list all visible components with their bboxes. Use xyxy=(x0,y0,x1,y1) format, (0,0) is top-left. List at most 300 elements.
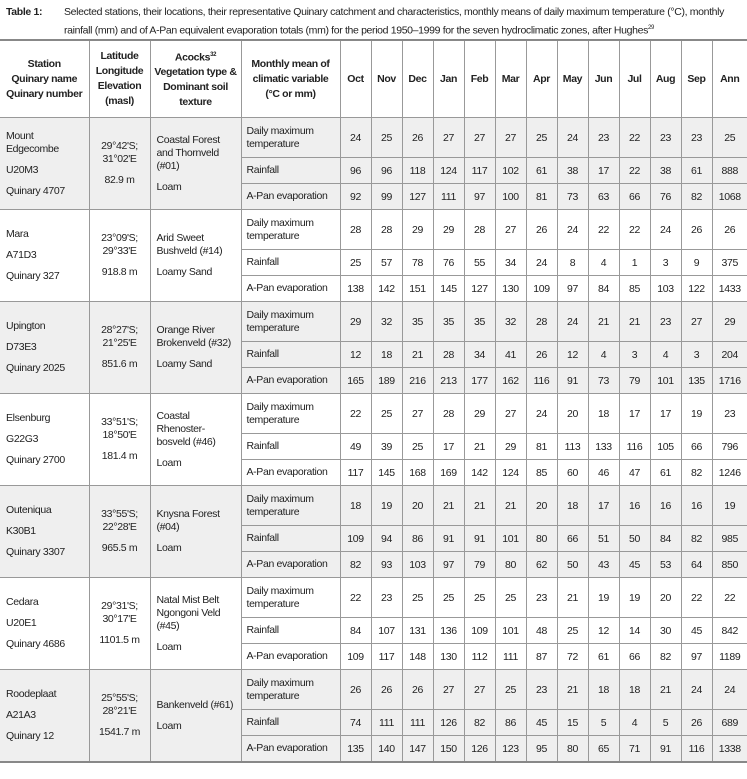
value-cell: 97 xyxy=(433,552,464,578)
latitude: 28°27'S; xyxy=(101,324,138,336)
quinary-name: U20E1 xyxy=(6,617,37,629)
longitude: 21°25'E xyxy=(102,337,137,349)
value-cell: 213 xyxy=(433,368,464,394)
station-cell xyxy=(0,578,89,670)
value-cell: 102 xyxy=(495,158,526,184)
table-row xyxy=(0,302,747,342)
value-cell: 45 xyxy=(681,618,712,644)
value-cell: 71 xyxy=(619,736,650,763)
value-cell: 80 xyxy=(557,736,588,763)
value-cell: 23 xyxy=(588,118,619,158)
value-cell: 27 xyxy=(402,394,433,434)
value-cell: 85 xyxy=(619,276,650,302)
station-name: Mara xyxy=(6,228,29,240)
value-cell: 96 xyxy=(371,158,402,184)
soil-texture: Loam xyxy=(156,640,182,653)
value-cell: 20 xyxy=(557,394,588,434)
value-cell: 45 xyxy=(619,552,650,578)
header-month-sep: Sep xyxy=(681,40,712,118)
value-cell: 22 xyxy=(619,158,650,184)
station-name: Upington xyxy=(6,320,46,332)
value-cell: 63 xyxy=(588,184,619,210)
value-cell: 92 xyxy=(340,184,371,210)
value-cell: 850 xyxy=(712,552,747,578)
quinary-name: G22G3 xyxy=(6,433,39,445)
vegetation-cell xyxy=(150,670,241,763)
value-cell: 23 xyxy=(371,578,402,618)
variable-label: Rainfall xyxy=(241,342,340,368)
header-month-oct: Oct xyxy=(340,40,371,118)
value-cell: 111 xyxy=(433,184,464,210)
soil-texture: Loamy Sand xyxy=(156,358,212,370)
value-cell: 82 xyxy=(681,526,712,552)
value-cell: 118 xyxy=(402,158,433,184)
value-cell: 39 xyxy=(371,434,402,460)
value-cell: 24 xyxy=(557,118,588,158)
value-cell: 111 xyxy=(495,644,526,670)
value-cell: 24 xyxy=(557,302,588,342)
value-cell: 64 xyxy=(681,552,712,578)
location-cell xyxy=(89,210,150,302)
value-cell: 112 xyxy=(464,644,495,670)
latitude: 33°51'S; xyxy=(101,416,138,428)
value-cell: 842 xyxy=(712,618,747,644)
value-cell: 109 xyxy=(340,526,371,552)
value-cell: 25 xyxy=(402,434,433,460)
value-cell: 76 xyxy=(650,184,681,210)
value-cell: 81 xyxy=(526,184,557,210)
value-cell: 35 xyxy=(464,302,495,342)
table-row xyxy=(0,210,747,250)
value-cell: 165 xyxy=(340,368,371,394)
header-month-jul: Jul xyxy=(619,40,650,118)
value-cell: 66 xyxy=(619,184,650,210)
value-cell: 17 xyxy=(588,486,619,526)
value-cell: 117 xyxy=(340,460,371,486)
value-cell: 62 xyxy=(526,552,557,578)
value-cell: 34 xyxy=(495,250,526,276)
value-cell: 55 xyxy=(464,250,495,276)
value-cell: 47 xyxy=(619,460,650,486)
variable-label: Rainfall xyxy=(241,250,340,276)
variable-label: A-Pan evaporation xyxy=(241,276,340,302)
vegetation-cell xyxy=(150,118,241,210)
value-cell: 22 xyxy=(340,394,371,434)
value-cell: 22 xyxy=(588,210,619,250)
value-cell: 796 xyxy=(712,434,747,460)
value-cell: 82 xyxy=(681,184,712,210)
value-cell: 101 xyxy=(495,526,526,552)
variable-label: Rainfall xyxy=(241,158,340,184)
value-cell: 142 xyxy=(464,460,495,486)
value-cell: 84 xyxy=(650,526,681,552)
value-cell: 26 xyxy=(402,118,433,158)
location-cell xyxy=(89,670,150,763)
soil-texture: Loam xyxy=(156,719,182,732)
value-cell: 145 xyxy=(433,276,464,302)
value-cell: 133 xyxy=(588,434,619,460)
value-cell: 25 xyxy=(371,118,402,158)
value-cell: 30 xyxy=(650,618,681,644)
value-cell: 26 xyxy=(526,342,557,368)
value-cell: 61 xyxy=(681,158,712,184)
value-cell: 150 xyxy=(433,736,464,763)
value-cell: 27 xyxy=(433,670,464,710)
value-cell: 1338 xyxy=(712,736,747,763)
value-cell: 985 xyxy=(712,526,747,552)
variable-label: A-Pan evaporation xyxy=(241,368,340,394)
value-cell: 20 xyxy=(402,486,433,526)
value-cell: 117 xyxy=(464,158,495,184)
header-station: Station Quinary name Quinary number xyxy=(0,40,89,118)
location-cell xyxy=(89,486,150,578)
table-row xyxy=(0,670,747,710)
value-cell: 26 xyxy=(681,210,712,250)
station-name: Elsenburg xyxy=(6,412,51,424)
value-cell: 12 xyxy=(340,342,371,368)
value-cell: 27 xyxy=(681,302,712,342)
header-month-aug: Aug xyxy=(650,40,681,118)
station-name: Mount Edgecombe xyxy=(6,129,59,155)
value-cell: 32 xyxy=(371,302,402,342)
variable-label: Rainfall xyxy=(241,434,340,460)
value-cell: 66 xyxy=(619,644,650,670)
value-cell: 91 xyxy=(464,526,495,552)
value-cell: 22 xyxy=(340,578,371,618)
value-cell: 22 xyxy=(619,118,650,158)
value-cell: 85 xyxy=(526,460,557,486)
header-month-mar: Mar xyxy=(495,40,526,118)
value-cell: 21 xyxy=(464,434,495,460)
value-cell: 50 xyxy=(619,526,650,552)
value-cell: 136 xyxy=(433,618,464,644)
value-cell: 73 xyxy=(588,368,619,394)
value-cell: 82 xyxy=(340,552,371,578)
value-cell: 27 xyxy=(495,394,526,434)
value-cell: 73 xyxy=(557,184,588,210)
value-cell: 82 xyxy=(681,460,712,486)
value-cell: 25 xyxy=(526,118,557,158)
value-cell: 19 xyxy=(371,486,402,526)
elevation: 1541.7 m xyxy=(99,726,140,738)
value-cell: 148 xyxy=(402,644,433,670)
variable-label: Rainfall xyxy=(241,710,340,736)
elevation: 82.9 m xyxy=(104,174,135,186)
value-cell: 82 xyxy=(650,644,681,670)
value-cell: 3 xyxy=(681,342,712,368)
value-cell: 21 xyxy=(495,486,526,526)
value-cell: 24 xyxy=(681,670,712,710)
value-cell: 3 xyxy=(619,342,650,368)
longitude: 29°33'E xyxy=(102,245,137,257)
value-cell: 1716 xyxy=(712,368,747,394)
value-cell: 135 xyxy=(340,736,371,763)
caption-text: Selected stations, their locations, their representative Quinary catchment and characteristics, monthly means of daily maximum temperature (°C), monthly rainfall (mm) and of A-Pan equivalent evaporation totals (mm) for the period 1950–1999 for the seven hydroclimatic zones, after Hughes xyxy=(64,6,725,37)
value-cell: 97 xyxy=(557,276,588,302)
value-cell: 28 xyxy=(526,302,557,342)
value-cell: 24 xyxy=(340,118,371,158)
value-cell: 18 xyxy=(340,486,371,526)
value-cell: 76 xyxy=(433,250,464,276)
variable-label: A-Pan evaporation xyxy=(241,460,340,486)
value-cell: 29 xyxy=(340,302,371,342)
header-month-may: May xyxy=(557,40,588,118)
value-cell: 26 xyxy=(712,210,747,250)
station-name: Roodeplaat xyxy=(6,688,57,700)
variable-label: Rainfall xyxy=(241,618,340,644)
value-cell: 14 xyxy=(619,618,650,644)
quinary-number: Quinary 4707 xyxy=(6,184,65,197)
value-cell: 95 xyxy=(526,736,557,763)
value-cell: 28 xyxy=(433,394,464,434)
value-cell: 103 xyxy=(402,552,433,578)
latitude: 33°55'S; xyxy=(101,508,138,520)
value-cell: 23 xyxy=(650,118,681,158)
value-cell: 27 xyxy=(464,118,495,158)
value-cell: 135 xyxy=(681,368,712,394)
value-cell: 91 xyxy=(433,526,464,552)
value-cell: 93 xyxy=(371,552,402,578)
value-cell: 17 xyxy=(588,158,619,184)
value-cell: 66 xyxy=(557,526,588,552)
value-cell: 126 xyxy=(464,736,495,763)
elevation: 965.5 m xyxy=(101,542,138,554)
value-cell: 123 xyxy=(495,736,526,763)
value-cell: 29 xyxy=(495,434,526,460)
variable-label: A-Pan evaporation xyxy=(241,644,340,670)
location-cell xyxy=(89,302,150,394)
value-cell: 28 xyxy=(340,210,371,250)
value-cell: 29 xyxy=(712,302,747,342)
header-month-ann: Ann xyxy=(712,40,747,118)
value-cell: 25 xyxy=(340,250,371,276)
value-cell: 97 xyxy=(464,184,495,210)
value-cell: 142 xyxy=(371,276,402,302)
latitude: 29°42'S; xyxy=(101,140,138,152)
value-cell: 43 xyxy=(588,552,619,578)
elevation: 1101.5 m xyxy=(99,634,140,646)
value-cell: 28 xyxy=(464,210,495,250)
value-cell: 16 xyxy=(619,486,650,526)
value-cell: 32 xyxy=(495,302,526,342)
station-cell xyxy=(0,394,89,486)
value-cell: 21 xyxy=(464,486,495,526)
value-cell: 24 xyxy=(712,670,747,710)
longitude: 28°21'E xyxy=(102,705,137,717)
value-cell: 65 xyxy=(588,736,619,763)
value-cell: 72 xyxy=(557,644,588,670)
longitude: 30°17'E xyxy=(102,613,137,625)
value-cell: 41 xyxy=(495,342,526,368)
value-cell: 27 xyxy=(495,118,526,158)
header-month-jun: Jun xyxy=(588,40,619,118)
value-cell: 25 xyxy=(433,578,464,618)
value-cell: 50 xyxy=(557,552,588,578)
header-month-feb: Feb xyxy=(464,40,495,118)
value-cell: 84 xyxy=(340,618,371,644)
latitude: 23°09'S; xyxy=(101,232,138,244)
value-cell: 53 xyxy=(650,552,681,578)
value-cell: 24 xyxy=(557,210,588,250)
value-cell: 25 xyxy=(464,578,495,618)
value-cell: 24 xyxy=(526,250,557,276)
value-cell: 21 xyxy=(557,578,588,618)
value-cell: 19 xyxy=(619,578,650,618)
value-cell: 23 xyxy=(712,394,747,434)
value-cell: 79 xyxy=(464,552,495,578)
value-cell: 21 xyxy=(588,302,619,342)
value-cell: 131 xyxy=(402,618,433,644)
value-cell: 140 xyxy=(371,736,402,763)
value-cell: 147 xyxy=(402,736,433,763)
value-cell: 27 xyxy=(495,210,526,250)
value-cell: 117 xyxy=(371,644,402,670)
station-cell xyxy=(0,302,89,394)
value-cell: 27 xyxy=(433,118,464,158)
quinary-number: Quinary 3307 xyxy=(6,546,65,558)
value-cell: 103 xyxy=(650,276,681,302)
value-cell: 81 xyxy=(526,434,557,460)
value-cell: 17 xyxy=(619,394,650,434)
station-cell xyxy=(0,118,89,210)
value-cell: 16 xyxy=(681,486,712,526)
value-cell: 25 xyxy=(557,618,588,644)
value-cell: 101 xyxy=(495,618,526,644)
value-cell: 4 xyxy=(619,710,650,736)
soil-texture: Loamy Sand xyxy=(156,266,212,278)
value-cell: 79 xyxy=(619,368,650,394)
value-cell: 26 xyxy=(526,210,557,250)
value-cell: 1433 xyxy=(712,276,747,302)
value-cell: 5 xyxy=(588,710,619,736)
value-cell: 109 xyxy=(464,618,495,644)
value-cell: 130 xyxy=(495,276,526,302)
value-cell: 20 xyxy=(526,486,557,526)
value-cell: 4 xyxy=(588,342,619,368)
value-cell: 24 xyxy=(526,394,557,434)
value-cell: 189 xyxy=(371,368,402,394)
variable-label: Daily maximum temperature xyxy=(241,302,340,342)
value-cell: 204 xyxy=(712,342,747,368)
value-cell: 46 xyxy=(588,460,619,486)
location-cell xyxy=(89,578,150,670)
value-cell: 61 xyxy=(526,158,557,184)
quinary-name: A21A3 xyxy=(6,709,36,721)
soil-texture: Loam xyxy=(156,180,182,193)
value-cell: 1068 xyxy=(712,184,747,210)
value-cell: 61 xyxy=(650,460,681,486)
value-cell: 5 xyxy=(650,710,681,736)
value-cell: 19 xyxy=(588,578,619,618)
vegetation-cell xyxy=(150,210,241,302)
climate-table xyxy=(0,39,747,763)
value-cell: 22 xyxy=(681,578,712,618)
value-cell: 4 xyxy=(588,250,619,276)
value-cell: 18 xyxy=(557,486,588,526)
value-cell: 22 xyxy=(712,578,747,618)
value-cell: 35 xyxy=(433,302,464,342)
value-cell: 25 xyxy=(495,670,526,710)
value-cell: 23 xyxy=(681,118,712,158)
value-cell: 96 xyxy=(340,158,371,184)
value-cell: 126 xyxy=(433,710,464,736)
quinary-number: Quinary 327 xyxy=(6,270,60,282)
value-cell: 127 xyxy=(402,184,433,210)
value-cell: 82 xyxy=(464,710,495,736)
value-cell: 60 xyxy=(557,460,588,486)
vegetation-type: Natal Mist Belt Ngongoni Veld (#45) xyxy=(156,593,221,632)
value-cell: 3 xyxy=(650,250,681,276)
header-variable: Monthly mean of climatic variable (°C or mm) xyxy=(241,40,340,118)
vegetation-type: Coastal Rhenoster-bosveld (#46) xyxy=(156,409,216,448)
value-cell: 21 xyxy=(650,670,681,710)
value-cell: 168 xyxy=(402,460,433,486)
value-cell: 151 xyxy=(402,276,433,302)
value-cell: 177 xyxy=(464,368,495,394)
value-cell: 21 xyxy=(402,342,433,368)
value-cell: 16 xyxy=(650,486,681,526)
value-cell: 26 xyxy=(371,670,402,710)
value-cell: 26 xyxy=(340,670,371,710)
latitude: 29°31'S; xyxy=(101,600,138,612)
value-cell: 100 xyxy=(495,184,526,210)
value-cell: 17 xyxy=(433,434,464,460)
value-cell: 21 xyxy=(433,486,464,526)
value-cell: 94 xyxy=(371,526,402,552)
value-cell: 61 xyxy=(588,644,619,670)
value-cell: 35 xyxy=(402,302,433,342)
value-cell: 23 xyxy=(650,302,681,342)
value-cell: 91 xyxy=(650,736,681,763)
quinary-number: Quinary 2700 xyxy=(6,454,65,466)
value-cell: 34 xyxy=(464,342,495,368)
value-cell: 84 xyxy=(588,276,619,302)
value-cell: 127 xyxy=(464,276,495,302)
station-cell xyxy=(0,670,89,763)
variable-label: Daily maximum temperature xyxy=(241,486,340,526)
value-cell: 80 xyxy=(495,552,526,578)
vegetation-type: Bankenveld (#61) xyxy=(156,698,234,711)
value-cell: 51 xyxy=(588,526,619,552)
value-cell: 124 xyxy=(433,158,464,184)
quinary-number: Quinary 12 xyxy=(6,730,54,742)
value-cell: 18 xyxy=(619,670,650,710)
table-row xyxy=(0,486,747,526)
value-cell: 38 xyxy=(650,158,681,184)
header-month-apr: Apr xyxy=(526,40,557,118)
variable-label: Daily maximum temperature xyxy=(241,210,340,250)
header-row xyxy=(0,40,747,118)
location-cell xyxy=(89,118,150,210)
value-cell: 48 xyxy=(526,618,557,644)
value-cell: 29 xyxy=(464,394,495,434)
caption-label: Table 1: xyxy=(6,6,43,18)
value-cell: 25 xyxy=(371,394,402,434)
elevation: 181.4 m xyxy=(101,450,138,462)
value-cell: 9 xyxy=(681,250,712,276)
value-cell: 80 xyxy=(526,526,557,552)
header-month-jan: Jan xyxy=(433,40,464,118)
value-cell: 15 xyxy=(557,710,588,736)
longitude: 31°02'E xyxy=(102,153,137,165)
value-cell: 28 xyxy=(371,210,402,250)
latitude: 25°55'S; xyxy=(101,692,138,704)
value-cell: 169 xyxy=(433,460,464,486)
value-cell: 87 xyxy=(526,644,557,670)
value-cell: 130 xyxy=(433,644,464,670)
value-cell: 25 xyxy=(712,118,747,158)
value-cell: 111 xyxy=(402,710,433,736)
